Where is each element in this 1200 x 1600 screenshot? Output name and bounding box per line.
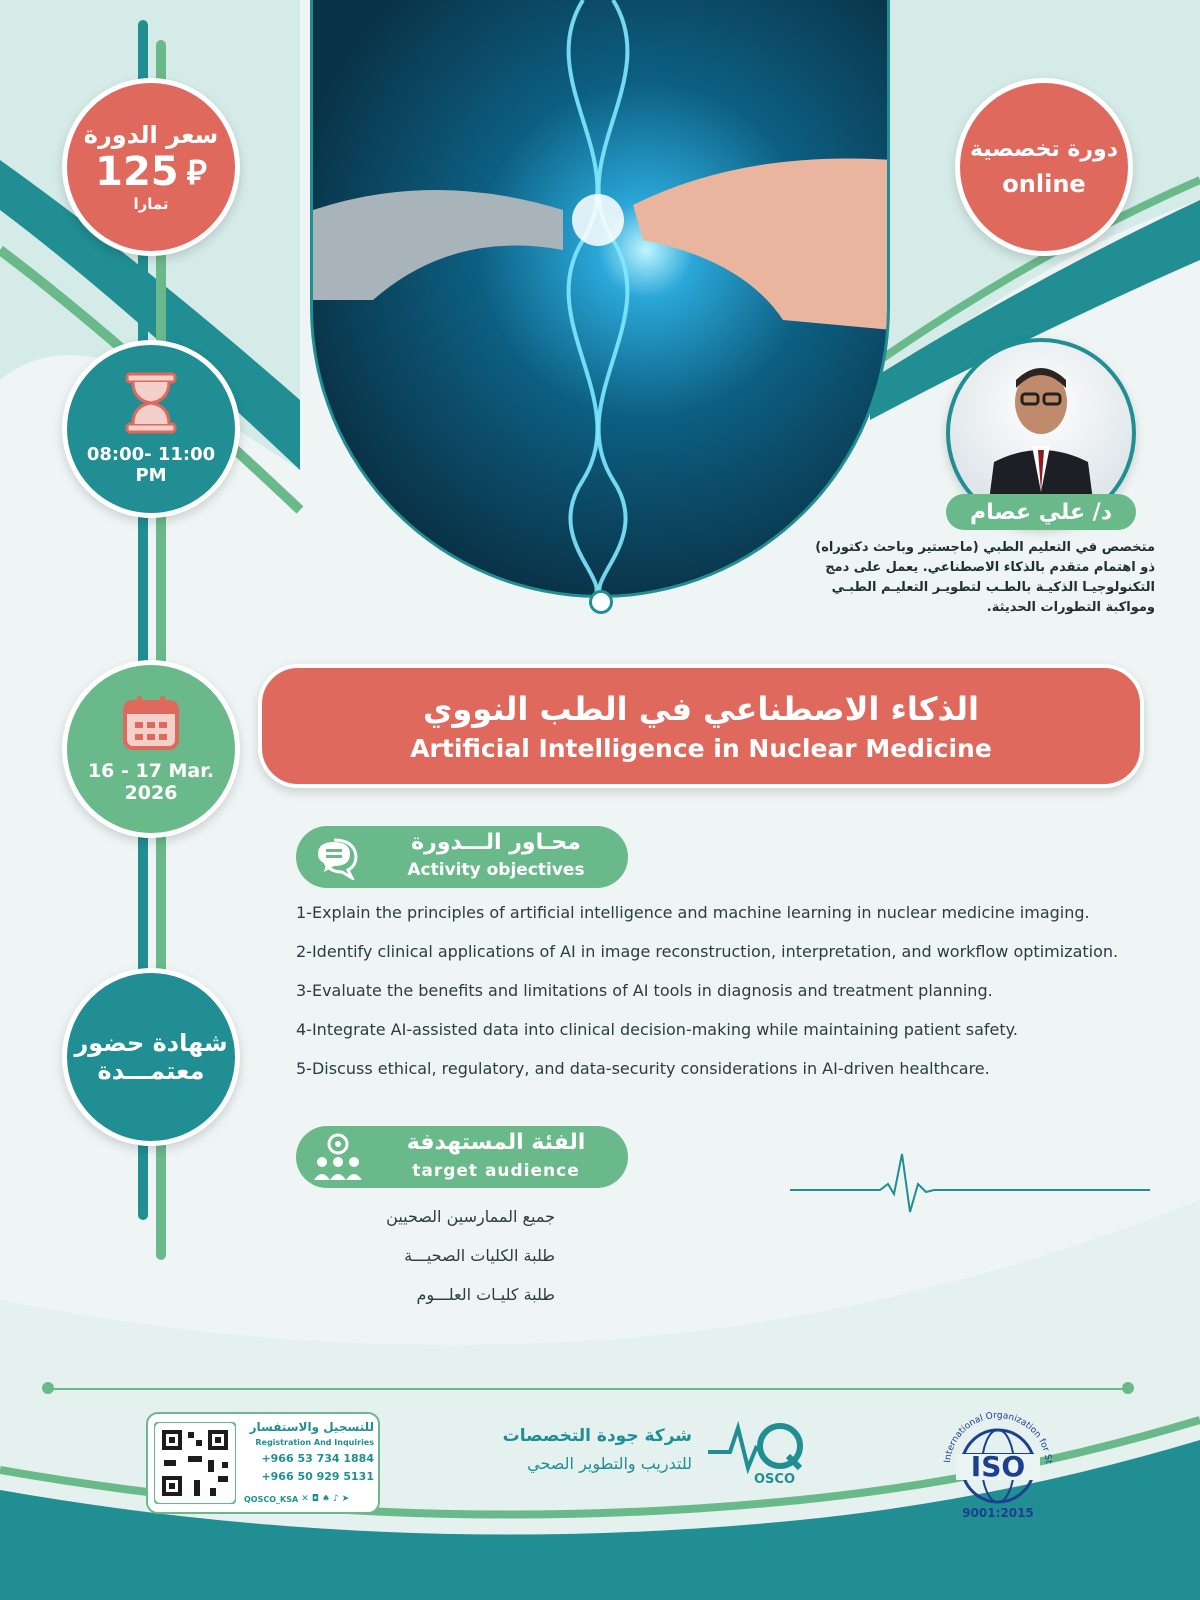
company-logo-icon bbox=[708, 1418, 804, 1474]
company-subtitle-ar: للتدريب والتطوير الصحي bbox=[527, 1454, 692, 1473]
bio-line: متخصص في التعليم الطبي (ماجستير وباحث دكتوراه) bbox=[815, 540, 1155, 555]
date-line1: 16 - 17 Mar. bbox=[87, 760, 215, 782]
robot-hand-icon bbox=[313, 190, 563, 300]
company-logo bbox=[708, 1418, 804, 1488]
phone-number[interactable]: +966 50 929 5131 bbox=[261, 1470, 374, 1483]
chat-bubbles-icon bbox=[314, 834, 362, 880]
course-type-badge bbox=[955, 78, 1133, 256]
certificate-line2: معتمـــدة bbox=[97, 1057, 205, 1085]
course-type-line1: دورة تخصصية bbox=[969, 136, 1119, 162]
social-telegram-icon[interactable]: ➤ bbox=[341, 1494, 350, 1504]
date-badge bbox=[62, 660, 240, 838]
certificate-line1: شهادة حضور bbox=[74, 1029, 228, 1057]
tamara-logo: تمارا bbox=[133, 195, 169, 213]
social-instagram-icon[interactable]: ◘ bbox=[311, 1494, 319, 1504]
social-snapchat-icon[interactable]: ♠ bbox=[321, 1494, 330, 1504]
company-logo-text: OSCO bbox=[754, 1472, 796, 1487]
iso-mark: ISO bbox=[970, 1450, 1026, 1483]
course-title-banner bbox=[258, 664, 1144, 788]
bio-line: ذو اهتمام متقدم بالذكاء الاصطناعي. يعمل على دمج bbox=[825, 560, 1155, 575]
social-x-icon[interactable]: ✕ bbox=[301, 1494, 309, 1504]
audience-item: طلبة كليـات العلـــوم bbox=[416, 1285, 555, 1304]
bio-line: التكنولوجيـا الذكيـة بالطـب لتطويـر التعليـم الطبـي bbox=[831, 580, 1155, 595]
heartbeat-line-icon bbox=[790, 1150, 1150, 1220]
time-badge bbox=[62, 340, 240, 518]
riyal-icon: ⃁ bbox=[186, 153, 207, 193]
audience-title-ar: الفئة المستهدفة bbox=[406, 1130, 586, 1155]
hero-bottom-dot bbox=[589, 590, 613, 614]
objective-item: 4-Integrate AI-assisted data into clinical decision-making while maintaining patient safety. bbox=[296, 1020, 1018, 1039]
audience-item: جميع الممارسين الصحيين bbox=[386, 1207, 555, 1226]
objective-item: 5-Discuss ethical, regulatory, and data-security considerations in AI-driven healthcare. bbox=[296, 1059, 990, 1078]
registration-title-en: Registration And Inquiries bbox=[255, 1438, 374, 1447]
price-title: سعر الدورة bbox=[83, 121, 219, 149]
company-name-ar: شركة جودة التخصصات bbox=[502, 1426, 692, 1446]
human-hand-icon bbox=[633, 158, 890, 330]
time-text: 08:00- 11:00 PM bbox=[86, 444, 216, 486]
calendar-icon bbox=[122, 694, 180, 752]
course-title-en: Artificial Intelligence in Nuclear Medicine bbox=[410, 733, 992, 763]
target-audience-icon bbox=[310, 1132, 366, 1182]
divider-dot bbox=[42, 1382, 54, 1394]
instructor-name: د/ علي عصام bbox=[969, 499, 1112, 525]
iso-ring-path: International Organization for St bbox=[943, 1410, 1053, 1465]
registration-title-ar: للتسجيل والاستفسار bbox=[249, 1420, 374, 1434]
objective-item: 2-Identify clinical applications of AI in image reconstruction, interpretation, and workflow optimization. bbox=[296, 942, 1119, 961]
bio-line: ومواكبة التطورات الحديثة. bbox=[986, 600, 1155, 615]
course-type-line2: online bbox=[1002, 169, 1086, 198]
date-line2: 2026 bbox=[124, 782, 178, 804]
objectives-title-ar: محـاور الـــدورة bbox=[411, 830, 581, 855]
registration-card bbox=[146, 1412, 380, 1514]
iso-standard: 9001:2015 bbox=[962, 1506, 1034, 1520]
hero-image bbox=[310, 0, 890, 598]
social-tiktok-icon[interactable]: ♪ bbox=[332, 1494, 339, 1504]
audience-item: طلبة الكليات الصحيـــة bbox=[404, 1246, 555, 1265]
price-amount: 125 bbox=[95, 149, 179, 195]
audience-header bbox=[296, 1126, 628, 1188]
price-badge bbox=[62, 78, 240, 256]
phone-number[interactable]: +966 53 734 1884 bbox=[261, 1452, 374, 1465]
certificate-badge bbox=[62, 968, 240, 1146]
audience-title-en: target audience bbox=[412, 1161, 580, 1181]
instructor-name-pill bbox=[946, 494, 1136, 530]
course-title-ar: الذكاء الاصطناعي في الطب النووي bbox=[423, 689, 979, 728]
qr-code-icon[interactable] bbox=[154, 1422, 236, 1504]
objectives-title-en: Activity objectives bbox=[407, 860, 585, 880]
iso-seal bbox=[936, 1404, 1060, 1514]
iso-badge bbox=[936, 1404, 1060, 1528]
dna-helix-icon bbox=[313, 0, 890, 598]
objective-item: 3-Evaluate the benefits and limitations of AI tools in diagnosis and treatment planning. bbox=[296, 981, 993, 1000]
objectives-header bbox=[296, 826, 628, 888]
social-handle[interactable]: QOSCO_KSA bbox=[244, 1494, 299, 1504]
hourglass-icon bbox=[125, 372, 177, 434]
instructor-bio bbox=[810, 538, 1155, 618]
footer-divider bbox=[48, 1388, 1128, 1390]
objective-item: 1-Explain the principles of artificial intelligence and machine learning in nuclear medicine imaging. bbox=[296, 903, 1090, 922]
divider-dot bbox=[1122, 1382, 1134, 1394]
